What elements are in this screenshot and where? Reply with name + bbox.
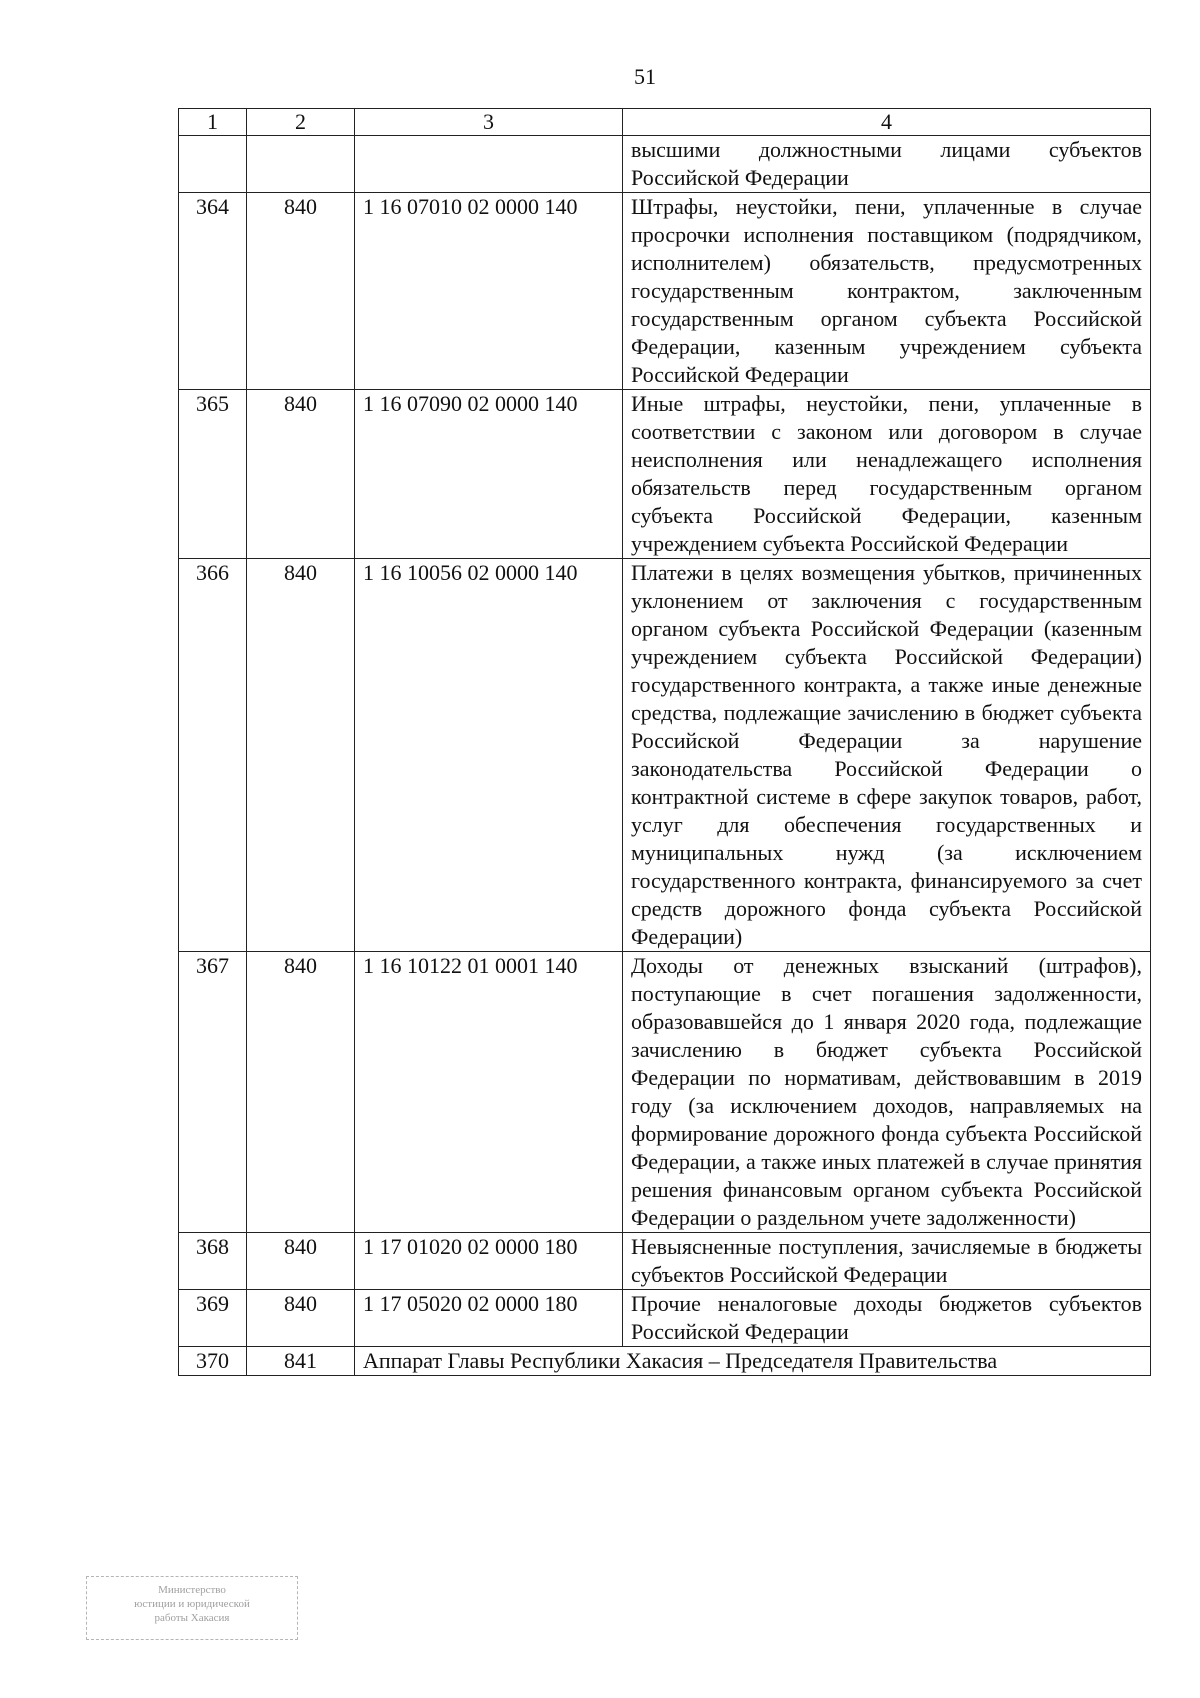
admin-code: 840 [247,1290,355,1347]
table-row [179,193,1151,390]
row-number: 365 [179,390,247,559]
page-number: 51 [634,64,656,89]
admin-code: 840 [247,390,355,559]
budget-classification-code: 1 16 10122 01 0001 140 [355,952,623,1233]
header-col-2: 2 [247,109,355,136]
stamp-line: Министерство [158,1584,226,1596]
row-number: 367 [179,952,247,1233]
revenue-description: Доходы от денежных взысканий (штрафов), поступающие в счет погашения задолженности, образовавшейся до 1 января 2020 года, подлежащие зачислению в бюджет субъекта Российской Федерации по нормативам, действовавшим в 2019 году (за исключением доходов, направляемых на формирование дорожного фонда субъекта Российской Федерации, а также иных платежей в случае принятия решения финансовым органом субъекта Российской Федерации о раздельном учете задолженности) [623,952,1151,1233]
revenue-description: Невыясненные поступления, зачисляемые в бюджеты субъектов Российской Федерации [623,1233,1151,1290]
admin-code: 840 [247,559,355,952]
table-cell [179,136,247,193]
row-number: 369 [179,1290,247,1347]
row-number: 364 [179,193,247,390]
revenue-description: Штрафы, неустойки, пени, уплаченные в случае просрочки исполнения поставщиком (подрядчиком, исполнителем) обязательств, предусмотренных государственным контрактом, заключенным государственным органом субъекта Российской Федерации, казенным учреждением субъекта Российской Федерации [623,193,1151,390]
header-col-4: 4 [623,109,1151,136]
budget-classification-code: 1 16 10056 02 0000 140 [355,559,623,952]
revenue-description: Прочие неналоговые доходы бюджетов субъектов Российской Федерации [623,1290,1151,1347]
budget-classification-code: 1 16 07090 02 0000 140 [355,390,623,559]
revenue-description: высшими должностными лицами субъектов Российской Федерации [623,136,1151,193]
registration-stamp [86,1576,298,1640]
table-cell [247,136,355,193]
table-cell [355,136,623,193]
revenue-description: Платежи в целях возмещения убытков, причиненных уклонением от заключения с государственным органом субъекта Российской Федерации (казенным учреждением субъекта Российской Федерации) государственного контракта, а также иные денежные средства, подлежащие зачислению в бюджет субъекта Российской Федерации за нарушение законодательства Российской Федерации о контрактной системе в сфере закупок товаров, работ, услуг для обеспечения государственных и муниципальных нужд (за исключением государственного контракта, финансируемого за счет средств дорожного фонда субъекта Российской Федерации) [623,559,1151,952]
budget-revenue-table [178,108,1151,1376]
admin-code: 841 [247,1347,355,1376]
table-header-row [179,109,1151,136]
revenue-description: Иные штрафы, неустойки, пени, уплаченные в соответствии с законом или договором в случае неисполнения или ненадлежащего исполнения обязательств перед государственным органом субъекта Российской Федерации, казенным учреждением субъекта Российской Федерации [623,390,1151,559]
table-row [179,559,1151,952]
budget-classification-code: 1 17 01020 02 0000 180 [355,1233,623,1290]
row-number: 368 [179,1233,247,1290]
admin-code: 840 [247,193,355,390]
budget-classification-code: 1 17 05020 02 0000 180 [355,1290,623,1347]
stamp-line: юстиции и юридической [134,1598,250,1610]
table-row [179,390,1151,559]
budget-classification-code: 1 16 07010 02 0000 140 [355,193,623,390]
stamp-line: работы Хакасия [154,1612,230,1624]
administrator-name: Аппарат Главы Республики Хакасия – Председателя Правительства [355,1347,1151,1376]
admin-code: 840 [247,952,355,1233]
table-row-administrator [179,1347,1151,1376]
table-row [179,1290,1151,1347]
header-col-3: 3 [355,109,623,136]
row-number: 366 [179,559,247,952]
table-row [179,952,1151,1233]
row-number: 370 [179,1347,247,1376]
table-row [179,1233,1151,1290]
header-col-1: 1 [179,109,247,136]
admin-code: 840 [247,1233,355,1290]
table-row-continuation [179,136,1151,193]
